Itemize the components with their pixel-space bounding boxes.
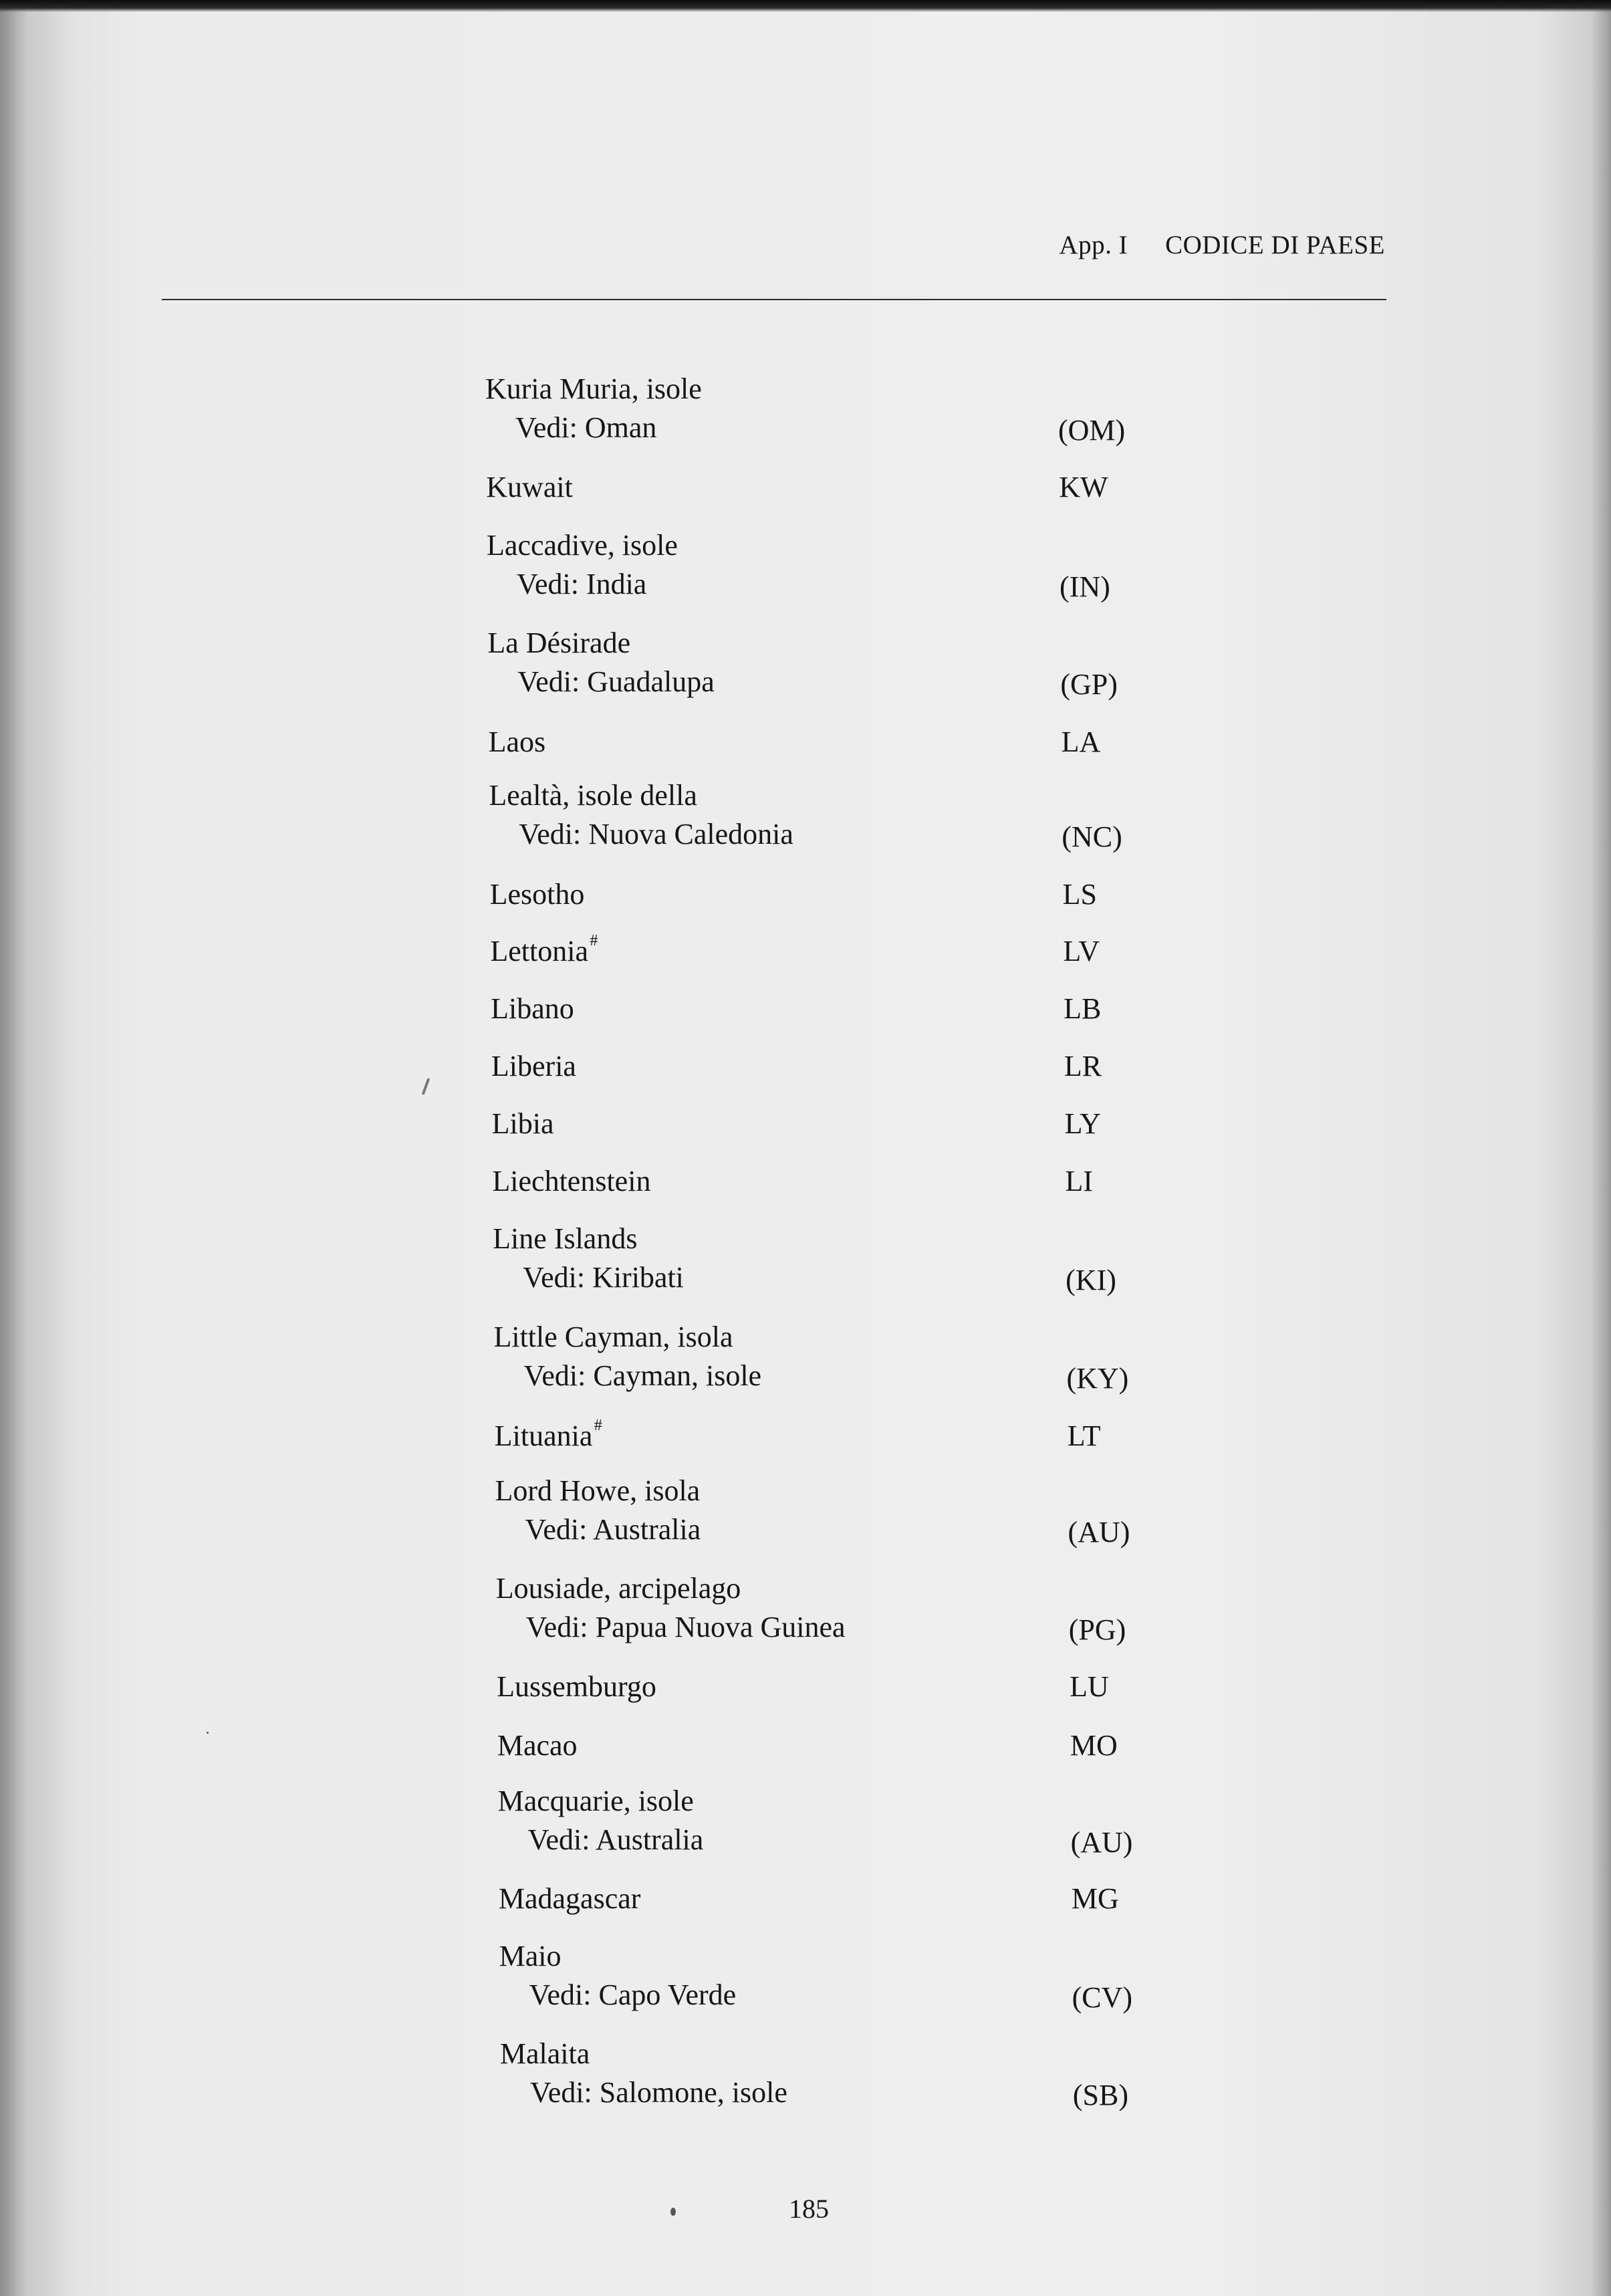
country-code: LB (1064, 992, 1102, 1025)
list-item (498, 1787, 1166, 1860)
see-reference: Vedi: Salomone, isole (529, 2076, 787, 2109)
country-code: (PG) (1068, 1613, 1126, 1646)
see-reference: Vedi: Australia (527, 1823, 704, 1856)
header-rule (162, 299, 1386, 300)
country-name: Lettonia (490, 935, 588, 967)
country-name: La Désirade (487, 626, 631, 659)
country-code: LR (1064, 1050, 1102, 1082)
country-name: Line Islands (493, 1222, 638, 1255)
country-name: Laos (488, 725, 546, 758)
country-name: Kuria Muria, isole (485, 372, 702, 405)
country-code: LY (1064, 1107, 1101, 1140)
country-code: LA (1061, 725, 1101, 758)
see-reference: Vedi: Papua Nuova Guinea (525, 1611, 846, 1643)
country-name: Kuwait (486, 471, 573, 503)
country-name: Madagascar (498, 1882, 641, 1915)
scan-mark (207, 1732, 209, 1734)
country-name: Macquarie, isole (497, 1785, 694, 1817)
country-name: Lord Howe, isola (495, 1474, 701, 1507)
list-item (499, 1942, 1168, 2015)
list-item (485, 374, 1154, 448)
list-item (487, 531, 1155, 604)
country-code: (KI) (1066, 1264, 1116, 1296)
country-code: (OM) (1058, 414, 1126, 447)
country-code: (IN) (1060, 570, 1110, 603)
country-name: Maio (499, 1940, 562, 1972)
country-code: LI (1065, 1165, 1093, 1197)
country-name: Laccadive, isole (487, 529, 678, 562)
country-code: MG (1071, 1882, 1119, 1915)
see-reference: Vedi: India (517, 568, 647, 600)
country-code: LV (1063, 935, 1100, 967)
country-name: Lituania (494, 1419, 593, 1452)
country-name: Little Cayman, isola (493, 1321, 733, 1353)
list-item (495, 1476, 1164, 1550)
footnote-mark: # (590, 932, 598, 949)
scan-top-edge (0, 0, 1611, 12)
country-code: (NC) (1062, 820, 1122, 853)
see-reference: Vedi: Capo Verde (529, 1978, 737, 2011)
country-name: Libano (491, 992, 574, 1025)
section-title: CODICE DI PAESE (1165, 231, 1385, 259)
country-code: (SB) (1072, 2079, 1129, 2111)
country-name: Malaita (499, 2037, 590, 2070)
country-code: (AU) (1070, 1826, 1133, 1859)
country-name: Liberia (491, 1050, 576, 1082)
country-code: LU (1070, 1670, 1109, 1703)
footnote-mark: # (594, 1417, 602, 1434)
see-reference: Vedi: Oman (515, 411, 657, 444)
scan-mark (670, 2208, 676, 2216)
country-code: LT (1067, 1419, 1101, 1452)
list-item (489, 781, 1157, 854)
country-name: Libia (491, 1107, 554, 1140)
country-code: MO (1070, 1729, 1118, 1762)
scan-mark (422, 1078, 430, 1095)
list-item (493, 1224, 1161, 1298)
list-item (500, 2039, 1168, 2113)
see-reference: Vedi: Nuova Caledonia (519, 818, 793, 850)
list-item (487, 628, 1156, 702)
country-code: KW (1059, 471, 1108, 503)
country-code: (CV) (1072, 1981, 1133, 2014)
see-reference: Vedi: Guadalupa (517, 665, 715, 698)
appendix-label: App. I (1059, 231, 1128, 259)
page-number: 185 (789, 2194, 829, 2224)
country-code: (GP) (1060, 668, 1118, 701)
country-name: Lussemburgo (497, 1670, 656, 1703)
country-code: LS (1062, 878, 1097, 911)
list-item (496, 1574, 1164, 1647)
country-name: Lesotho (489, 878, 585, 911)
list-item (493, 1323, 1162, 1396)
country-name: Lousiade, arcipelago (495, 1572, 741, 1605)
country-name: Liechtenstein (492, 1165, 651, 1197)
see-reference: Vedi: Australia (525, 1513, 701, 1546)
country-name: Lealtà, isole della (489, 779, 697, 812)
country-code: (AU) (1068, 1516, 1130, 1548)
country-code: (KY) (1066, 1362, 1129, 1395)
see-reference: Vedi: Cayman, isole (523, 1359, 762, 1392)
country-name: Macao (497, 1729, 578, 1762)
see-reference: Vedi: Kiribati (523, 1261, 684, 1294)
running-head (1059, 230, 1385, 260)
